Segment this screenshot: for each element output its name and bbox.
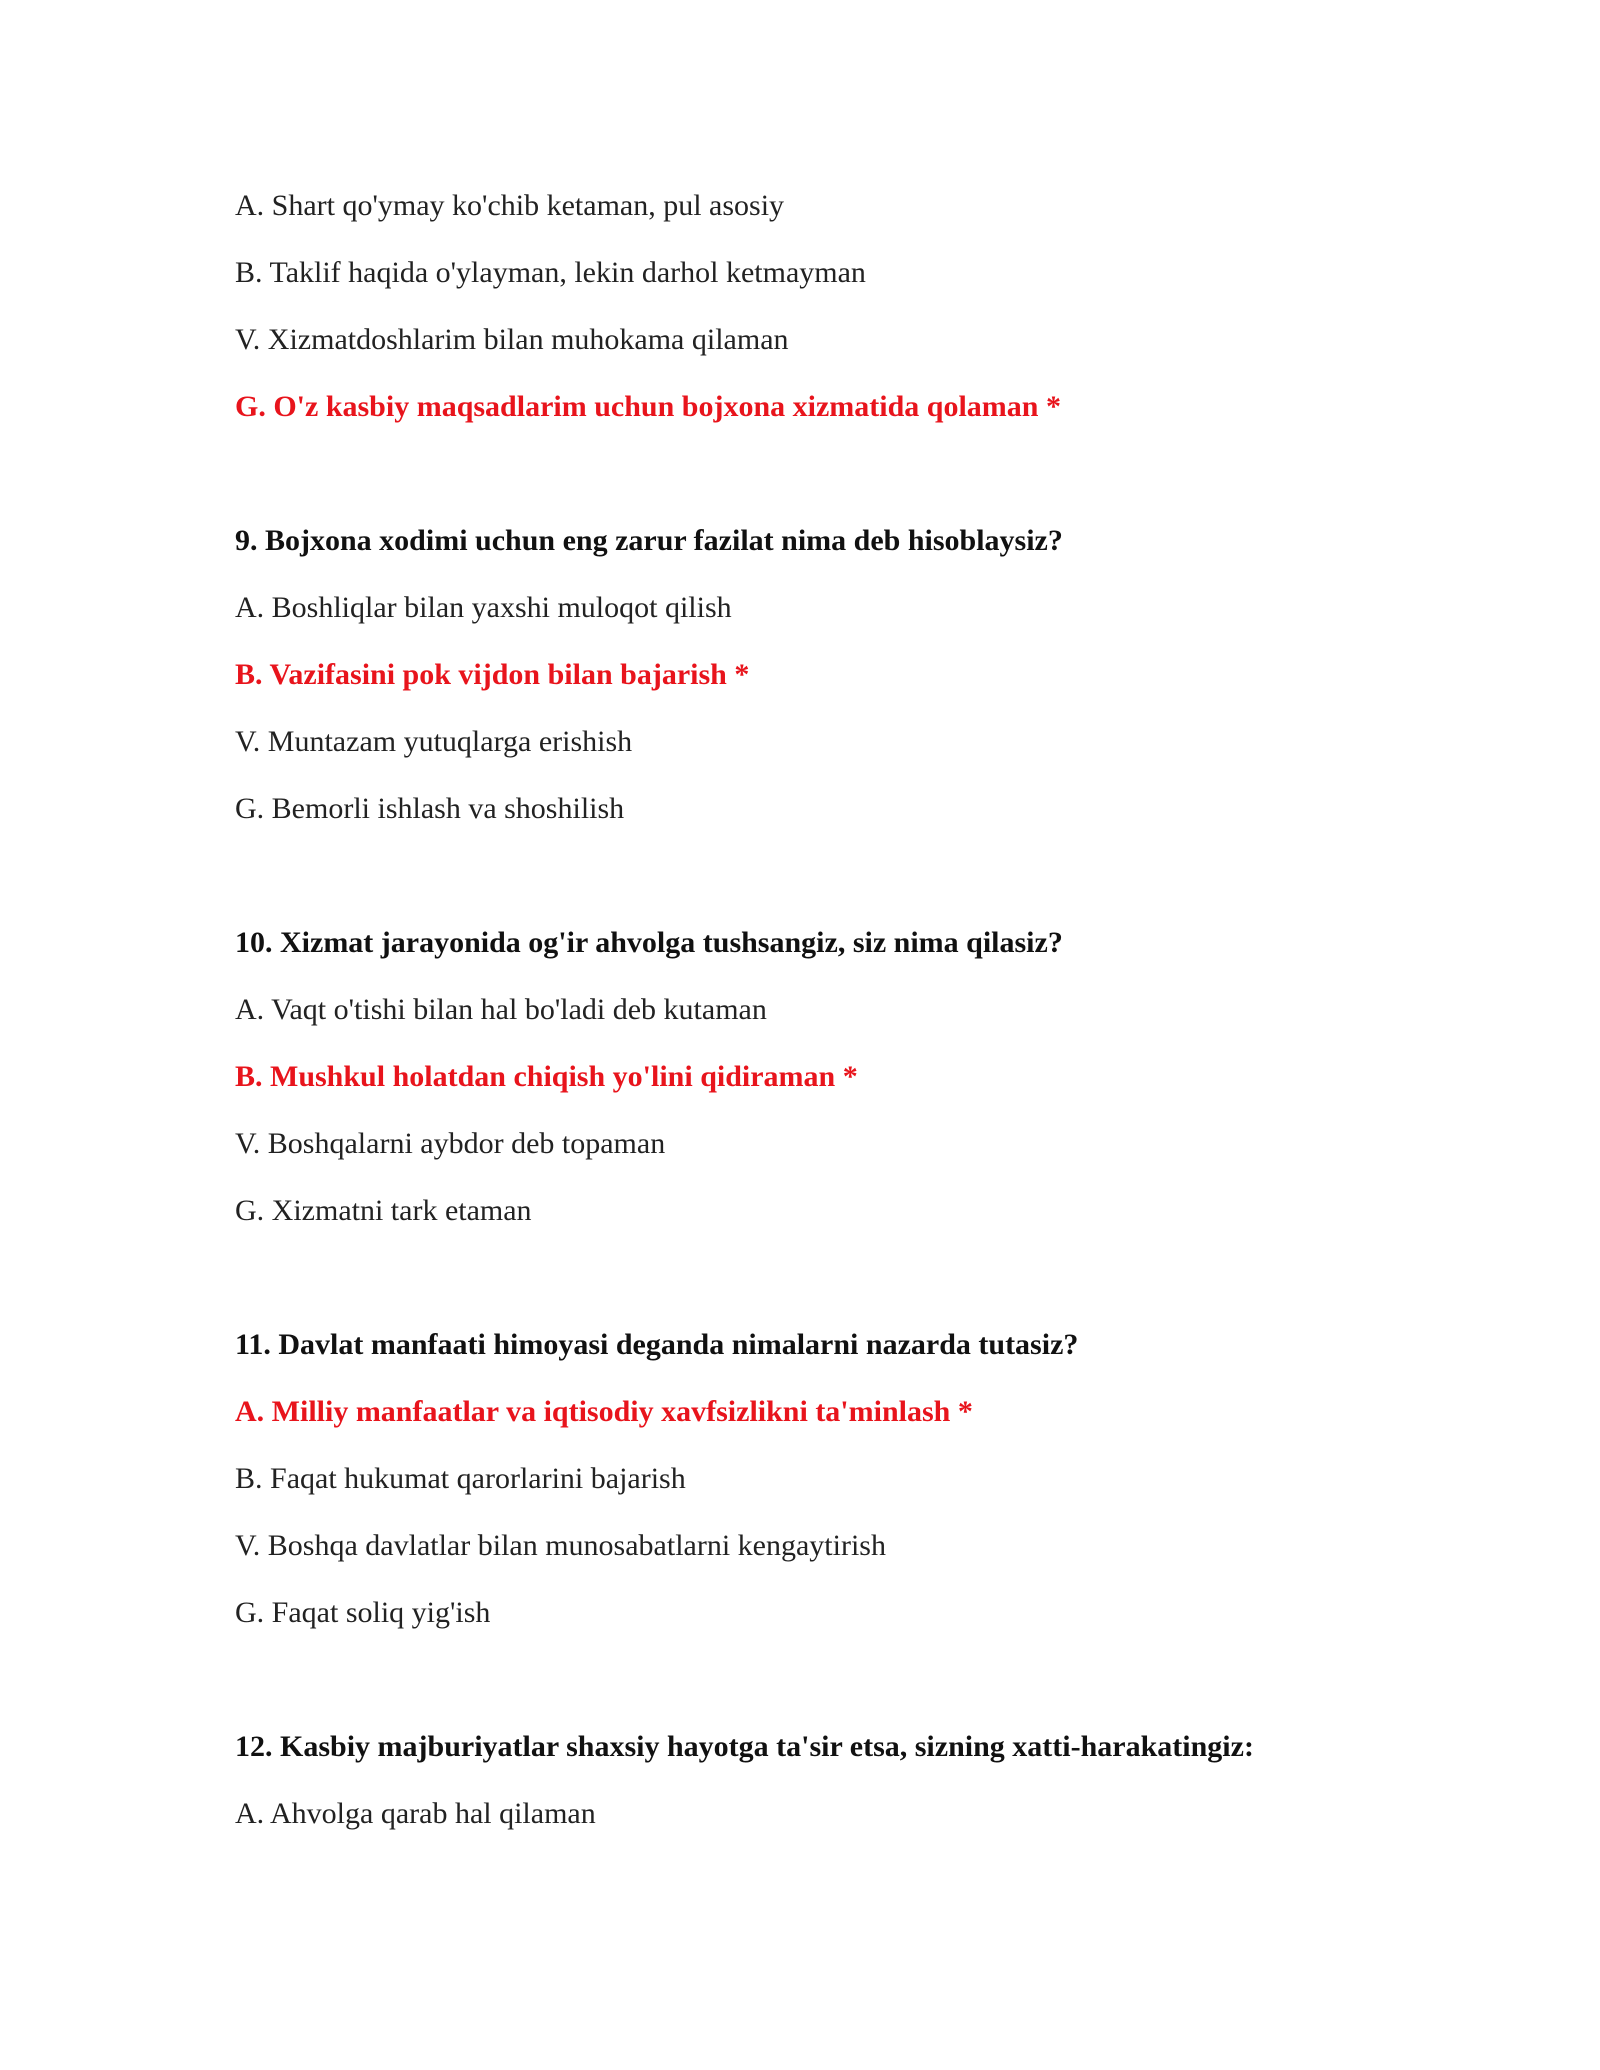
- answer-8v: V. Xizmatdoshlarim bilan muhokama qilaman: [235, 323, 789, 356]
- answer-10g: G. Xizmatni tark etaman: [235, 1194, 532, 1227]
- answer-10v: V. Boshqalarni aybdor deb topaman: [235, 1127, 666, 1160]
- question-9: 9. Bojxona xodimi uchun eng zarur fazilat nima deb hisoblaysiz?: [235, 524, 1063, 557]
- correct-answer-10b: B. Mushkul holatdan chiqish yo'lini qidiraman *: [235, 1060, 858, 1093]
- correct-answer-9b: B. Vazifasini pok vijdon bilan bajarish *: [235, 658, 750, 691]
- question-12: 12. Kasbiy majburiyatlar shaxsiy hayotga ta'sir etsa, sizning xatti-harakatingiz:: [235, 1730, 1254, 1763]
- answer-8b: B. Taklif haqida o'ylayman, lekin darhol ketmayman: [235, 256, 866, 289]
- correct-answer-8g: G. O'z kasbiy maqsadlarim uchun bojxona xizmatida qolaman *: [235, 390, 1061, 423]
- question-11: 11. Davlat manfaati himoyasi deganda nimalarni nazarda tutasiz?: [235, 1328, 1079, 1361]
- answer-9a: A. Boshliqlar bilan yaxshi muloqot qilish: [235, 591, 732, 624]
- answer-12a: A. Ahvolga qarab hal qilaman: [235, 1797, 596, 1830]
- answer-8a: A. Shart qo'ymay ko'chib ketaman, pul asosiy: [235, 189, 785, 222]
- answer-11g: G. Faqat soliq yig'ish: [235, 1596, 491, 1629]
- answer-11v: V. Boshqa davlatlar bilan munosabatlarni kengaytirish: [235, 1529, 886, 1562]
- answer-9v: V. Muntazam yutuqlarga erishish: [235, 725, 633, 758]
- answer-10a: A. Vaqt o'tishi bilan hal bo'ladi deb kutaman: [235, 993, 767, 1026]
- answer-11b: B. Faqat hukumat qarorlarini bajarish: [235, 1462, 686, 1495]
- answer-9g: G. Bemorli ishlash va shoshilish: [235, 792, 625, 825]
- correct-answer-11a: A. Milliy manfaatlar va iqtisodiy xavfsizlikni ta'minlash *: [235, 1395, 973, 1428]
- question-10: 10. Xizmat jarayonida og'ir ahvolga tushsangiz, siz nima qilasiz?: [235, 926, 1063, 959]
